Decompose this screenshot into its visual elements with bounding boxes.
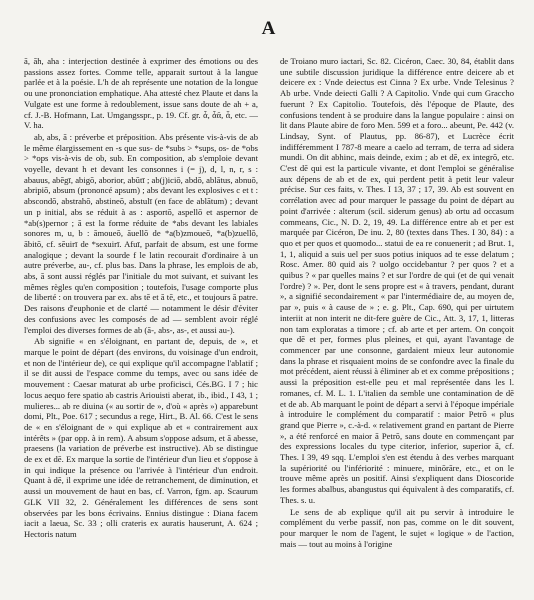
entry-ab-passive: Le sens de ab explique qu'il ait pu servir à introduire le complément du verbe passif, non pas, comme on le dit souvent, pour marquer le nom de l'agent, le sujet « logique » de l'action, mais — tout au moins à l'origine (280, 506, 514, 549)
two-column-body (24, 56, 514, 593)
left-column (24, 56, 258, 593)
entry-ab-meaning: Ab signifie « en s'éloignant, en partant de, depuis, de », et marque le point de départ (des environs, du voisinage d'un endroit, et non de l'intérieur de), ce qui explique qu'il accompagne l'ablatif ; il se dit aussi de l'espace comme du temps, avec ou sans idée de mouvement : Caesar maturat ab urbe proficisci, Cés.BG. I 7 ; hic locus aequo fere spatio ab castris Ariouisti aberat, ib., ibid., I 43, 1 ; mulieres... ab re diuina (« au sortir de », d'où « après ») apparebunt domi, Plt., Poe. 617 ; secundus a rege, Hirt., B. Al. 66. C'est le sens de « en s'éloignant de » qui explique ab et « contrairement aux intérêts » (par opp. à in rem). A absum s'oppose adsum, et ā abesse, praesens (la variation de préverbe est instructive). Ab se distingue de ex et dē. Ex marque la sortie de l'intérieur d'un lieu et s'oppose à in qui indique la présence ou l'arrivée à l'intérieur d'un endroit. Quant à dē, il exprime une idée de retranchement, de diminution, et aussi un mouvement de haut en bas, cf. Varron, fgm. ap. Scaurum GLK VII 32, 2. Généralement les différences de sens sont observées par les bons écrivains. Ennius distingue : Diana facem iacit a laeua, Sc. 33 ; olli crateris ex auratis hauserunt, A. 624 ; Hectoris natum (24, 336, 258, 539)
dictionary-page (24, 18, 514, 593)
entry-ab-abs-a: ab, abs, ā : préverbe et préposition. Abs présente vis-à-vis de ab le même élargissement en -s que sus- de *subs > *sups, os- de *obs > *ops vis-à-vis de ob, sub. En composition, ab s'emploie devant voyelle, devant h et devant les consonnes i (= j), d, l, n, r, s : abauus, abēgī, abigō, aborior, abūtī ; ab(j)iciō, abdō, ablātus, abnuō, abripiō, absum (prononcé apsum) ; abs devant les explosives c et t : abscondō, abstrahō, abstineō, abstulī (en face de ablātum) ; devant un p initial, abs se réduit à as : asportō, aspellō et aspernor de *ab(s)pernor ; ā est la forme réduite de *abs devant les labiales sonores m, u, b : āmoueō, āuellō de *a(b)zmoueō, *a(b)zuellō, ābitō, cf. sēuirī de *sexuirī. Afuī, parfait de absum, est une forme analogique ; devant la sourde f le latin recourait d'ordinaire à un autre préverbe, au-, cf. plus bas. Dans la phrase, les emplois de ab, abs, ā sont aussi réglés par l'initiale du mot suivant, et suivant les mêmes règles qu'en composition ; toutefois, l'usage comporte plus de liberté : on trouvera par ex. abs tē et ā tē, etc., et toujours ā patre. Des raisons d'euphonie et de clarté — notamment le désir d'éviter des confusions avec les composés de ad — semblent avoir réglé l'emploi des diverses formes de ab (ā-, abs-, as-, et aussi au-). (24, 131, 258, 335)
entry-ab-continued: de Troiano muro iactari, Sc. 82. Cicéron, Caec. 30, 84, établit dans une subtile discussion juridique la différence entre deicere ab et deicere ex : Vnde deiectus est Cinna ? Ex urbe. Vnde Telesinus ? Ab urbe. Vnde deiecti Galli ? A Capitolio. Vnde qui cum Graccho fuerunt ? Ex Capitolio. Toutefois, dès l'époque de Plaute, des confusions tendent à se produire dans la langue populaire : ainsi on lit dans Plaute abire de foro Men. 599 et a foro... abeunt, Pe. 442 (v. Lindsay, Synt. of Plautus, pp. 86-87), et Lucrèce écrit indifféremment I 787-8 meare a caelo ad terram, de terra ad sidera mundi. On dit abhinc, mais deinde, exim ; ab et dē, ex integrō, etc. C'est dē qui est la particule vivante, et dont l'emploi se généralise aux dépens de ab et de ex, qui perdent petit à petit leur valeur précise. Sur ces faits, v. Thes. I 13, 37 ; 17, 39. Ab est souvent en corrélation avec ad pour marquer le passage du point de départ au point d'arrivée : alterum (scil. siderum genus) ab ortu ad occasum commeans, Cic., N. D. 2, 19, 49. La différence entre ab et per est marquée par Cicéron, De inu. 2, 80 (textes dans Thes. I 30, 84) : a quo et per quos et quomodo... statui de ea re conuenerit ; ad Brut. 1, 1, 1, aliquid a suis uel per suos potius iniquos ad te esse delatum ; Rosc. Amer. 80 quid ais ? uolgo occidebantur ? per quos ? et a quibus ? « par quelles mains ? et sur l'ordre de qui (et de qui venait l'ordre) ? ». Per, dont le sens propre est « à travers, pendant, durant », a signifié secondairement « par l'intermédiaire de, au moyen de, par », puis « à cause de » ; e. g. Plt., Cap. 690, qui per uirtutem interiit at non interit ne dit-fere guère de Cic., Att. 3, 17, 1, litteras non tam exploratas a timore ; cf. ab arte et per artem. On conçoit que dē et per, formes plus pleines, et qui, ayant l'avantage de commencer par une consonne, gardaient mieux leur autonomie dans la phrase et risquaient moins de se confondre avec la finale du mot précédent, aient réussi à éliminer ab et ex comme prépositions ; aussi la préposition est-elle peu et mal représentée dans les l. romanes, cf. M. L. 1. L'italien da semble une contamination de dē et de ab. Ab marquant le point de départ a servi à l'époque impériale à introduire le complément du comparatif : maior Petrō « plus grand que Pierre », c.-à-d. « relativement grand en partant de Pierre », a été renforcé en maior ā Petrō, sans doute en commençant par des expressions locales du type citerior, inferior, superior ā, cf. Thes. I 39, 49 sqq. L'emploi s'en est étendu à des verbes marquant la supériorité ou l'infériorité : minuere, minōrāre, etc., et on le trouve même après un positif. Ainsi s'expliquent dans Dioscoride les formes abalbus, abangustus qui équivalent à des comparatifs, cf. Thes. s. u. (280, 56, 514, 505)
right-column (280, 56, 514, 593)
section-letter: A (261, 18, 277, 39)
entry-a-ah-aha: ā, āh, aha : interjection destinée à exprimer des émotions ou des passions assez fortes. Comme telle, apparait surtout à la langue parlée et à la poésie. L'h de ah représente une notation de la longue ou une prononciation emphatique. Aha attesté chez Plaute et dans la Vulgate est une forme à redoublement, issue sans doute de ah + a, cf. J.-B. Hofmann, Lat. Umgangsspr., p. 19. Cf. gr. ἆ, ἆᾶ, ἆ, etc. — V. ha. (24, 56, 258, 131)
